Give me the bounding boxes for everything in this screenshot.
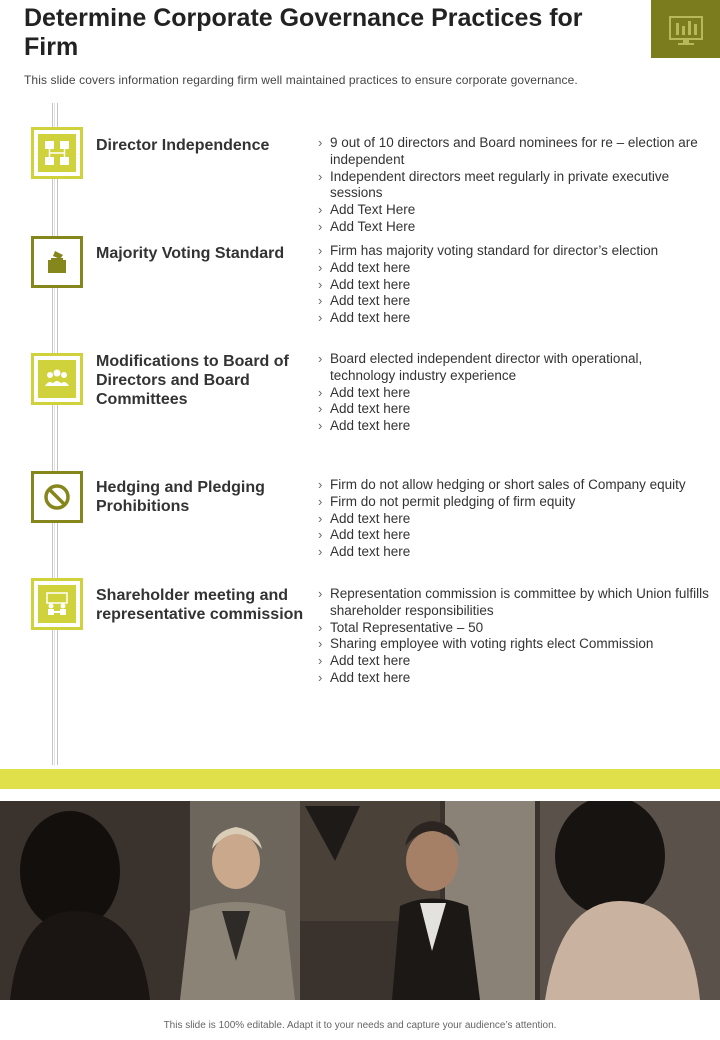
prohibited-icon xyxy=(42,482,72,512)
row-title: Hedging and Pledging Prohibitions xyxy=(96,479,265,515)
bullet-item: › Add text here xyxy=(318,293,710,310)
bullet-item: › Firm do not allow hedging or short sales of Company equity xyxy=(318,477,710,494)
row-icon-frame xyxy=(31,578,83,630)
bullet-list xyxy=(318,586,710,687)
presentation-icon xyxy=(666,9,706,49)
bullet-item: › Add text here xyxy=(318,401,710,418)
footer-note: This slide is 100% editable. Adapt it to your needs and capture your audience’s attention. xyxy=(163,1020,557,1031)
bullet-item: › Add text here xyxy=(318,385,710,402)
row-title: Director Independence xyxy=(96,137,270,154)
row-title: Majority Voting Standard xyxy=(96,245,285,262)
group-icon xyxy=(42,364,72,394)
bullet-item: › 9 out of 10 directors and Board nominees for re – election are independent xyxy=(318,135,710,169)
bullet-item: › Total Representative – 50 xyxy=(318,620,710,637)
row-icon-frame xyxy=(31,471,83,523)
bullet-list xyxy=(318,135,710,236)
bullet-item: › Add text here xyxy=(318,310,710,327)
bullet-item: › Add text here xyxy=(318,670,710,687)
bullet-item: › Add text here xyxy=(318,653,710,670)
bullet-item: › Independent directors meet regularly in private executive sessions xyxy=(318,169,710,203)
bullet-item: › Firm do not permit pledging of firm equity xyxy=(318,494,710,511)
page-title: Determine Corporate Governance Practices for Firm xyxy=(24,4,583,61)
timeline-line xyxy=(52,103,58,765)
corner-badge xyxy=(651,0,720,58)
bullet-item: › Add text here xyxy=(318,511,710,528)
bullet-item: › Add text here xyxy=(318,527,710,544)
bullet-item: › Representation commission is committee by which Union fulfills shareholder responsibilities xyxy=(318,586,710,620)
bullet-item: › Add text here xyxy=(318,277,710,294)
meeting-icon xyxy=(42,589,72,619)
team-meeting-photo xyxy=(0,801,720,1000)
bullet-item: › Sharing employee with voting rights elect Commission xyxy=(318,636,710,653)
bullet-list xyxy=(318,351,710,435)
bullet-list xyxy=(318,477,710,561)
row-icon-frame xyxy=(31,353,83,405)
org-chart-icon xyxy=(42,138,72,168)
bullet-item: › Add text here xyxy=(318,260,710,277)
bullet-item: › Add text here xyxy=(318,544,710,561)
row-title: Shareholder meeting and representative commission xyxy=(96,587,304,623)
bullet-list xyxy=(318,243,710,327)
bullet-item: › Firm has majority voting standard for director’s election xyxy=(318,243,710,260)
bullet-item: › Add Text Here xyxy=(318,219,710,236)
ballot-box-icon xyxy=(42,247,72,277)
meeting-photo-illustration xyxy=(0,801,720,1000)
bullet-item: › Board elected independent director with operational, technology industry experience xyxy=(318,351,710,385)
bullet-item: › Add Text Here xyxy=(318,202,710,219)
bullet-item: › Add text here xyxy=(318,418,710,435)
row-icon-frame xyxy=(31,127,83,179)
row-icon-frame xyxy=(31,236,83,288)
page-subtitle: This slide covers information regarding firm well maintained practices to ensure corporate governance. xyxy=(24,73,578,87)
accent-band xyxy=(0,769,720,789)
row-title: Modifications to Board of Directors and Board Committees xyxy=(96,353,289,408)
